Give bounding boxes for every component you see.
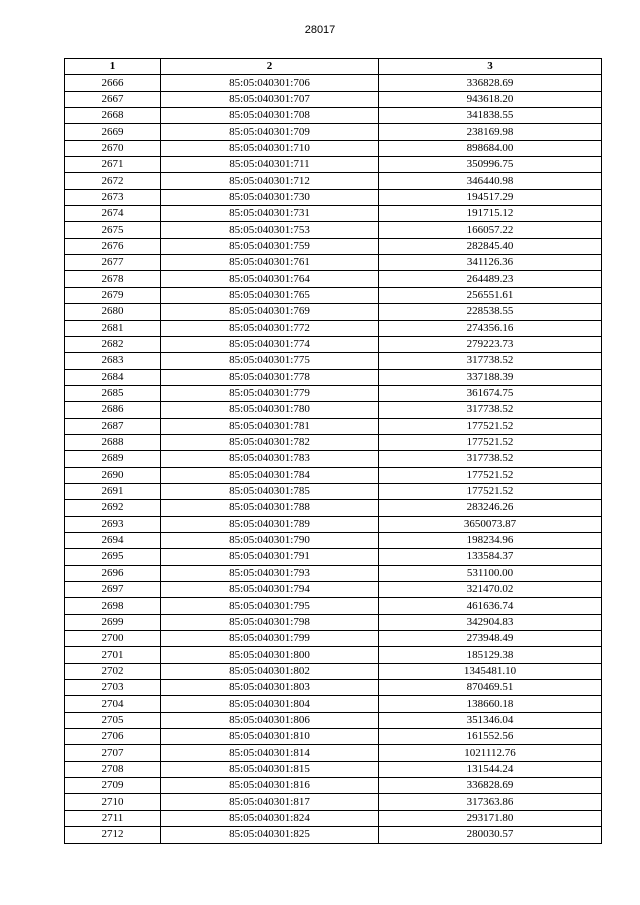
row-number-cell: 2671 — [65, 157, 161, 173]
value-cell: 317363.86 — [379, 794, 602, 810]
table-row — [65, 712, 602, 728]
table-row — [65, 304, 602, 320]
value-cell: 177521.52 — [379, 434, 602, 450]
value-cell: 283246.26 — [379, 500, 602, 516]
value-cell: 177521.52 — [379, 483, 602, 499]
value-cell: 342904.83 — [379, 614, 602, 630]
row-number-cell: 2685 — [65, 385, 161, 401]
row-number-cell: 2666 — [65, 75, 161, 91]
row-number-cell: 2682 — [65, 336, 161, 352]
table-row — [65, 189, 602, 205]
table-row — [65, 761, 602, 777]
table-row — [65, 614, 602, 630]
table-row — [65, 369, 602, 385]
table-row — [65, 222, 602, 238]
table-row — [65, 467, 602, 483]
cadastral-number-cell: 85:05:040301:793 — [161, 565, 379, 581]
table-row — [65, 434, 602, 450]
value-cell: 198234.96 — [379, 532, 602, 548]
cadastral-number-cell: 85:05:040301:712 — [161, 173, 379, 189]
row-number-cell: 2711 — [65, 810, 161, 826]
table-row — [65, 353, 602, 369]
table-row — [65, 124, 602, 140]
value-cell: 274356.16 — [379, 320, 602, 336]
value-cell: 351346.04 — [379, 712, 602, 728]
value-cell: 870469.51 — [379, 680, 602, 696]
cadastral-number-cell: 85:05:040301:785 — [161, 483, 379, 499]
cadastral-number-cell: 85:05:040301:710 — [161, 140, 379, 156]
row-number-cell: 2700 — [65, 631, 161, 647]
row-number-cell: 2691 — [65, 483, 161, 499]
value-cell: 336828.69 — [379, 778, 602, 794]
value-cell: 336828.69 — [379, 75, 602, 91]
table-body — [65, 75, 602, 843]
row-number-cell: 2701 — [65, 647, 161, 663]
table-row — [65, 483, 602, 499]
row-number-cell: 2708 — [65, 761, 161, 777]
value-cell: 177521.52 — [379, 418, 602, 434]
row-number-cell: 2698 — [65, 598, 161, 614]
value-cell: 256551.61 — [379, 287, 602, 303]
row-number-cell: 2669 — [65, 124, 161, 140]
value-cell: 273948.49 — [379, 631, 602, 647]
table-row — [65, 565, 602, 581]
cadastral-number-cell: 85:05:040301:815 — [161, 761, 379, 777]
table-row — [65, 598, 602, 614]
value-cell: 898684.00 — [379, 140, 602, 156]
value-cell: 361674.75 — [379, 385, 602, 401]
row-number-cell: 2705 — [65, 712, 161, 728]
value-cell: 293171.80 — [379, 810, 602, 826]
cadastral-number-cell: 85:05:040301:789 — [161, 516, 379, 532]
row-number-cell: 2679 — [65, 287, 161, 303]
cadastral-number-cell: 85:05:040301:708 — [161, 108, 379, 124]
table-row — [65, 173, 602, 189]
table-row — [65, 108, 602, 124]
row-number-cell: 2712 — [65, 827, 161, 843]
row-number-cell: 2668 — [65, 108, 161, 124]
row-number-cell: 2687 — [65, 418, 161, 434]
table-row — [65, 810, 602, 826]
row-number-cell: 2702 — [65, 663, 161, 679]
row-number-cell: 2707 — [65, 745, 161, 761]
row-number-cell: 2706 — [65, 729, 161, 745]
row-number-cell: 2678 — [65, 271, 161, 287]
value-cell: 138660.18 — [379, 696, 602, 712]
page-number: 28017 — [304, 24, 336, 36]
table-header-row — [65, 59, 602, 75]
table-row — [65, 647, 602, 663]
cadastral-number-cell: 85:05:040301:731 — [161, 206, 379, 222]
table-row — [65, 418, 602, 434]
cadastral-number-cell: 85:05:040301:780 — [161, 402, 379, 418]
row-number-cell: 2710 — [65, 794, 161, 810]
cadastral-number-cell: 85:05:040301:788 — [161, 500, 379, 516]
table-row — [65, 631, 602, 647]
table-row — [65, 500, 602, 516]
row-number-cell: 2704 — [65, 696, 161, 712]
value-cell: 264489.23 — [379, 271, 602, 287]
table-row — [65, 255, 602, 271]
table-row — [65, 320, 602, 336]
cadastral-number-cell: 85:05:040301:778 — [161, 369, 379, 385]
value-cell: 177521.52 — [379, 467, 602, 483]
data-table — [64, 58, 602, 844]
table-row — [65, 516, 602, 532]
cadastral-number-cell: 85:05:040301:775 — [161, 353, 379, 369]
cadastral-number-cell: 85:05:040301:709 — [161, 124, 379, 140]
cadastral-number-cell: 85:05:040301:782 — [161, 434, 379, 450]
column-header-3: 3 — [379, 59, 602, 75]
table-row — [65, 680, 602, 696]
table-row — [65, 663, 602, 679]
row-number-cell: 2686 — [65, 402, 161, 418]
cadastral-number-cell: 85:05:040301:790 — [161, 532, 379, 548]
cadastral-number-cell: 85:05:040301:774 — [161, 336, 379, 352]
cadastral-number-cell: 85:05:040301:769 — [161, 304, 379, 320]
row-number-cell: 2677 — [65, 255, 161, 271]
table-row — [65, 532, 602, 548]
row-number-cell: 2709 — [65, 778, 161, 794]
cadastral-number-cell: 85:05:040301:816 — [161, 778, 379, 794]
cadastral-number-cell: 85:05:040301:781 — [161, 418, 379, 434]
value-cell: 3650073.87 — [379, 516, 602, 532]
row-number-cell: 2681 — [65, 320, 161, 336]
table-row — [65, 696, 602, 712]
row-number-cell: 2690 — [65, 467, 161, 483]
table-row — [65, 729, 602, 745]
row-number-cell: 2693 — [65, 516, 161, 532]
table-row — [65, 451, 602, 467]
row-number-cell: 2692 — [65, 500, 161, 516]
table-row — [65, 140, 602, 156]
cadastral-number-cell: 85:05:040301:772 — [161, 320, 379, 336]
row-number-cell: 2697 — [65, 582, 161, 598]
row-number-cell: 2670 — [65, 140, 161, 156]
cadastral-number-cell: 85:05:040301:804 — [161, 696, 379, 712]
table-row — [65, 827, 602, 843]
cadastral-number-cell: 85:05:040301:779 — [161, 385, 379, 401]
value-cell: 282845.40 — [379, 238, 602, 254]
value-cell: 280030.57 — [379, 827, 602, 843]
cadastral-number-cell: 85:05:040301:761 — [161, 255, 379, 271]
value-cell: 943618.20 — [379, 91, 602, 107]
row-number-cell: 2680 — [65, 304, 161, 320]
table-row — [65, 794, 602, 810]
cadastral-number-cell: 85:05:040301:803 — [161, 680, 379, 696]
row-number-cell: 2675 — [65, 222, 161, 238]
table-row — [65, 238, 602, 254]
table-row — [65, 336, 602, 352]
table-row — [65, 75, 602, 91]
value-cell: 185129.38 — [379, 647, 602, 663]
table-row — [65, 385, 602, 401]
value-cell: 461636.74 — [379, 598, 602, 614]
row-number-cell: 2683 — [65, 353, 161, 369]
cadastral-number-cell: 85:05:040301:765 — [161, 287, 379, 303]
value-cell: 161552.56 — [379, 729, 602, 745]
cadastral-number-cell: 85:05:040301:800 — [161, 647, 379, 663]
table-row — [65, 206, 602, 222]
cadastral-number-cell: 85:05:040301:706 — [161, 75, 379, 91]
cadastral-number-cell: 85:05:040301:707 — [161, 91, 379, 107]
column-header-2: 2 — [161, 59, 379, 75]
value-cell: 350996.75 — [379, 157, 602, 173]
value-cell: 133584.37 — [379, 549, 602, 565]
value-cell: 228538.55 — [379, 304, 602, 320]
cadastral-number-cell: 85:05:040301:814 — [161, 745, 379, 761]
row-number-cell: 2696 — [65, 565, 161, 581]
cadastral-number-cell: 85:05:040301:825 — [161, 827, 379, 843]
value-cell: 531100.00 — [379, 565, 602, 581]
value-cell: 317738.52 — [379, 402, 602, 418]
row-number-cell: 2689 — [65, 451, 161, 467]
cadastral-number-cell: 85:05:040301:791 — [161, 549, 379, 565]
value-cell: 131544.24 — [379, 761, 602, 777]
cadastral-number-cell: 85:05:040301:806 — [161, 712, 379, 728]
row-number-cell: 2673 — [65, 189, 161, 205]
cadastral-number-cell: 85:05:040301:759 — [161, 238, 379, 254]
cadastral-number-cell: 85:05:040301:798 — [161, 614, 379, 630]
cadastral-number-cell: 85:05:040301:817 — [161, 794, 379, 810]
value-cell: 317738.52 — [379, 353, 602, 369]
cadastral-number-cell: 85:05:040301:802 — [161, 663, 379, 679]
row-number-cell: 2688 — [65, 434, 161, 450]
value-cell: 1345481.10 — [379, 663, 602, 679]
cadastral-number-cell: 85:05:040301:794 — [161, 582, 379, 598]
row-number-cell: 2676 — [65, 238, 161, 254]
table-header — [65, 59, 602, 75]
row-number-cell: 2674 — [65, 206, 161, 222]
cadastral-number-cell: 85:05:040301:799 — [161, 631, 379, 647]
cadastral-number-cell: 85:05:040301:810 — [161, 729, 379, 745]
table-row — [65, 549, 602, 565]
cadastral-number-cell: 85:05:040301:764 — [161, 271, 379, 287]
table-row — [65, 91, 602, 107]
row-number-cell: 2672 — [65, 173, 161, 189]
row-number-cell: 2684 — [65, 369, 161, 385]
cadastral-number-cell: 85:05:040301:711 — [161, 157, 379, 173]
table-row — [65, 582, 602, 598]
value-cell: 341126.36 — [379, 255, 602, 271]
row-number-cell: 2694 — [65, 532, 161, 548]
value-cell: 317738.52 — [379, 451, 602, 467]
column-header-1: 1 — [65, 59, 161, 75]
table-row — [65, 778, 602, 794]
value-cell: 238169.98 — [379, 124, 602, 140]
value-cell: 337188.39 — [379, 369, 602, 385]
value-cell: 1021112.76 — [379, 745, 602, 761]
table-row — [65, 287, 602, 303]
row-number-cell: 2703 — [65, 680, 161, 696]
row-number-cell: 2699 — [65, 614, 161, 630]
table-row — [65, 271, 602, 287]
cadastral-number-cell: 85:05:040301:784 — [161, 467, 379, 483]
value-cell: 346440.98 — [379, 173, 602, 189]
cadastral-number-cell: 85:05:040301:783 — [161, 451, 379, 467]
value-cell: 191715.12 — [379, 206, 602, 222]
table-row — [65, 157, 602, 173]
value-cell: 321470.02 — [379, 582, 602, 598]
table-row — [65, 745, 602, 761]
value-cell: 341838.55 — [379, 108, 602, 124]
table-row — [65, 402, 602, 418]
value-cell: 194517.29 — [379, 189, 602, 205]
value-cell: 166057.22 — [379, 222, 602, 238]
cadastral-number-cell: 85:05:040301:795 — [161, 598, 379, 614]
value-cell: 279223.73 — [379, 336, 602, 352]
row-number-cell: 2667 — [65, 91, 161, 107]
cadastral-number-cell: 85:05:040301:730 — [161, 189, 379, 205]
cadastral-number-cell: 85:05:040301:824 — [161, 810, 379, 826]
cadastral-number-cell: 85:05:040301:753 — [161, 222, 379, 238]
row-number-cell: 2695 — [65, 549, 161, 565]
